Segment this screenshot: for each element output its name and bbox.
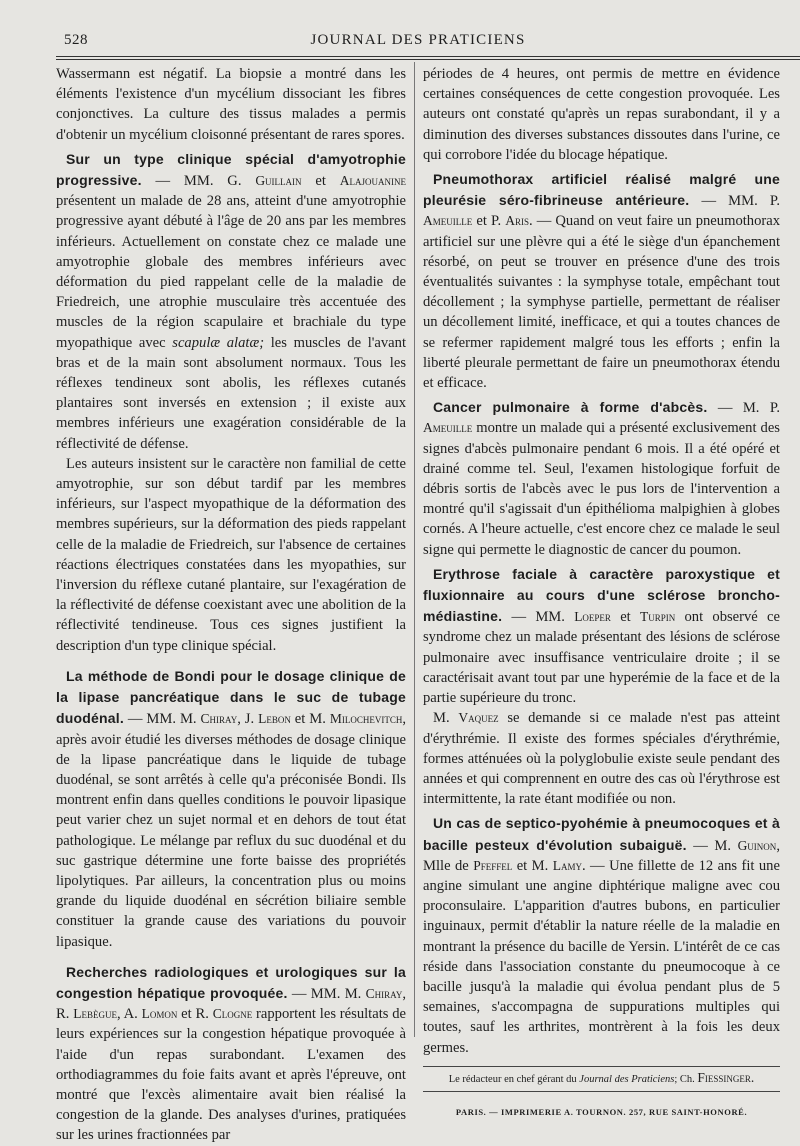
author-name: Pfeffel (473, 857, 513, 873)
author-name: Lamy (552, 857, 582, 873)
continued-paragraph: périodes de 4 heures, ont permis de mettre en évidence certaines conséquences de cette congestion provoquée. Les auteurs ont constaté qu'après un repas surabondant, il y a diminution des diverses substances dissoutes dans l'urine, ce qui corrobore l'idée du blocage hépatique. (423, 66, 780, 163)
article-body: présentent un malade de 28 ans, atteint d'une amyotrophie progressive ayant débuté à l'âge de 20 ans par les membres inférieurs. Actuellement on constate chez ce malade une amyotrophie globale des membres inférieurs avec déformation du pied rappelant celle de la maladie de Friedreich, une atrophie musculaire très accentuée des muscles de la région scapulaire et brachiale du type myopathique avec (56, 193, 406, 351)
author-name: Aris (505, 213, 529, 229)
article-congestion: Recherches radiologiques et urologiques sur la congestion hépatique provoquée. — MM. M. Chiray, R. Lebègue, A. Lomon et R. Clogne rapportent les résultats de leurs expériences sur la congestion hépatique provoquée à l'aide d'un repas surabondant. L'examen des orthodiagrammes du foie faits avant et après l'épreuve, ont montré que l'excès alimentaire avait bien réalisé la congestion de la glande. Des analyses d'urines, pratiquées sur les urines fractionnées par (56, 963, 407, 1144)
page-header (0, 28, 800, 56)
author-name: Alajouanine (339, 173, 406, 189)
article-bondi: La méthode de Bondi pour le dosage clinique de la lipase pancréatique dans le suc de tubage duodénal. — MM. M. Chiray, J. Lebon et M. Milochevitch, après avoir étudié les diverses méthodes de dosage clinique de la lipase pancréatique dans le liquide de tubage duodénal, se sont arrêtés à celle qu'a préconisée Bondi. Ils montrent enfin dans quelles conditions le pouvoir lipasique peut varier chez un sujet normal et en dehors de tout état pathologique. Le mélange par reflux du suc duodénal et du suc gastrique détermine une forte baisse des propriétés lipolytiques. Par ailleurs, la concentration plus ou moins grande du liquide duodénal en sécrétion biliaire semble constituer la grande cause des variations du pouvoir lipasique. (56, 667, 407, 950)
article-paragraph: Les auteurs insistent sur le caractère non familial de cette amyotrophie, sur son début tardif par les membres inférieurs, sur l'aspect myopathique de la déformation des membres supérieurs, sur la déformation des pieds rappelant celle de la maladie de Friedreich, sur l'absence de certaines réactions électriques constatées dans les myopathies, sur l'inversion du réflexe cutané plantaire, sur l'exagération de la réflectivité de défense coexistant avec une abolition de la réflectivité tendineuse. Tous ces signes justifient la description d'un type clinique spécial. (56, 455, 406, 654)
article-septicemie: Un cas de septico-pyohémie à pneumocoques et à bacille pesteux d'évolution subaiguë. — M. Guinon, Mlle de Pfeffel et M. Lamy. — Une fillette de 12 ans fit une angine simulant une angine diphtérique maligne avec cou proconsulaire. L'apparition d'autres bubons, en particulier inguinaux, permit d'établir la nature réelle de la maladie en montrant la présence du bacille de Yersin. L'intérêt de ce cas réside dans l'association constante du pneumocoque à ce bacille jusqu'à la maladie qui évolua pendant plus de 5 semaines, s'accompagna de suppurations multiples qui toutes, sauf les arthrites, montrèrent à la fois les deux germes. (423, 815, 780, 1056)
author-name: Lebègue (73, 1006, 117, 1022)
article-cancer: Cancer pulmonaire à forme d'abcès. — M. P. Ameuille montre un malade qui a présenté exclusivement des signes d'abcès pulmonaire pendant 6 mois. Il a été opéré et drainé comme tel. Seul, l'examen histologique forfuit de débris sortis de l'abcès avec le pus lors de l'intervention a montré qu'il s'agissait d'un épithélioma malpighien à globes cornés. A l'heure actuelle, c'est encore chez ce malade le seul signe qui permette le diagnostic de cancer du poumon. (423, 399, 781, 558)
editor-name: Fiessinger. (697, 1069, 755, 1085)
article-title: Sur un type clinique spécial d'amyotrophie progressive. (56, 150, 406, 189)
left-column (56, 64, 406, 1146)
article-pneumothorax: Pneumothorax artificiel réalisé malgré une pleurésie séro-fibrineuse antérieure. — MM. P. Ameuille et P. Aris. — Quand on veut faire un pneumothorax artificiel sur une plèvre qui a été le siège d'un épanchement résorbé, on peut se trouver en présence d'une des trois éventualités suivantes : la symphyse totale, empêchant tout décollement ; la symphyse partielle, permettant de réaliser un décollement limité, inefficace, et qui a toutes chances de se refermer rapidement malgré tous les efforts ; enfin la liberté pleurale permettant de faire un pneumothorax étendu et efficace. (423, 171, 781, 392)
column-divider (414, 62, 415, 1037)
author-name: Lomon (141, 1006, 178, 1022)
article-body: . — Quand on veut faire un pneumothorax artificiel sur une plèvre qui a été le siège d'un épanchement résorbé, on peut se trouver en présence d'une des trois éventualités suivantes : la symphyse totale, empêchant tout décollement ; la symphyse partielle, permettant de réaliser un décollement limité, inefficace, et qui a toutes chances de se refermer rapidement malgré tous les efforts ; enfin la liberté pleurale permettant de faire un pneumothorax étendu et efficace. (423, 213, 781, 392)
author-name: Clogne (212, 1006, 253, 1022)
author-name: Guinon (737, 837, 777, 853)
journal-title: JOURNAL DES PRATICIENS (310, 32, 526, 48)
author-name: Milochevitch (329, 711, 403, 727)
right-column (423, 64, 780, 1122)
author-name: Chiray (365, 985, 403, 1001)
article-body: montre un malade qui a présenté exclusivement des signes d'abcès pulmonaire pendant 6 mois. Il a été opéré et drainé comme tel. Seul, l'examen histologique forfuit de débris sortis de l'abcès avec le pus lors de l'intervention a montré qu'il s'agissait d'un épithélioma malpighien à globes cornés. A l'heure actuelle, c'est encore chez ce malade le seul signe qui permette le diagnostic de cancer du poumon. (423, 420, 780, 558)
article-body: ont observé ce syndrome chez un malade présentant des lésions de sclérose pulmonaire avec insuffisance ventriculaire droite ; il se caractérisait avant tout par une hyperémie de la face et de la partie supérieure du tronc. (423, 609, 780, 707)
article-body: , après avoir étudié les diverses méthodes de dosage clinique de la lipase pancréatique dans le liquide de tubage duodénal, se sont arrêtés à celle qu'a préconisée Bondi. Ils montrent enfin dans quelles conditions le pouvoir lipasique peut varier chez un sujet normal et en dehors de tout état pathologique. Le mélange par reflux du suc duodénal et du suc gastrique détermine une forte baisse des propriétés lipolytiques. Par ailleurs, la concentration plus ou moins grande du liquide duodénal en sécrétion biliaire semble constituer la grande cause des variations du pouvoir lipasique. (56, 711, 407, 950)
intro-paragraph: Wassermann est négatif. La biopsie a montré dans les éléments l'existence d'un mycélium dissociant les fibres conjonctives. La culture des tissus malades a permis d'obtenir un mycélium cloisonné présentant de rares spores. (56, 66, 406, 143)
article-body: . — Une fillette de 12 ans fit une angine simulant une angine diphtérique maligne avec cou proconsulaire. L'apparition d'autres bubons, en particulier inguinaux, permit d'établir la nature réelle de la maladie en montrant la présence du bacille de Yersin. L'intérêt de ce cas réside dans l'association constante du pneumocoque à ce bacille jusqu'à la maladie qui évolua pendant plus de 5 semaines, s'accompagna de suppurations multiples qui toutes, sauf les arthrites, montrèrent à la fois les deux germes. (423, 857, 780, 1056)
author-name: Guillain (255, 173, 302, 189)
printer-imprint: PARIS. — IMPRIMERIE A. TOURNON. 257, RUE SAINT-HONORÉ. (455, 1106, 748, 1117)
article-body: rapportent les résultats de leurs expériences sur la congestion hépatique provoquée à l'aide d'un repas surabondant. L'examen des orthodiagrammes du foie faits avant et après l'épreuve, ont montré que l'excès alimentaire avait bien réalisé la congestion de la glande. Des analyses d'urines, pratiquées sur les urines fractionnées par (56, 1006, 407, 1144)
editor-credit: Le rédacteur en chef gérant du Journal des Praticiens; Ch. Fiessinger. (423, 1066, 780, 1087)
author-name: Ameuille (423, 213, 473, 229)
page-number: 528 (64, 32, 88, 48)
article-paragraph: M. Vaquez se demande si ce malade n'est pas atteint d'érythrémie. Il existe des formes spéciales d'érythrémie, formes atténuées où la polyglobulie existe seule pendant des années et qui comprennent en outre des cas où l'érythrose est intermittente, la rate étant modifiée ou non. (423, 710, 780, 808)
article-title: Un cas de septico-pyohémie à pneumocoques et à bacille pesteux d'évolution subaiguë. (423, 815, 780, 853)
author-name: Lebon (258, 711, 291, 727)
footer-rule (423, 1091, 780, 1092)
article-body: les muscles de l'avant bras et de la main sont absolument normaux. Tous les réflexes tendineux sont abolis, les réflexes cutanés plantaires sont inversés en extension ; il existe aux membres inférieurs une exagération considérable de la réflectivité de défense. (56, 334, 407, 452)
article-title: Cancer pulmonaire à forme d'abcès. (433, 399, 708, 416)
article-title: Erythrose faciale à caractère paroxystique et fluxionnaire au cours d'une sclérose broncho-médiastine. (423, 565, 780, 625)
author-name: Ameuille (423, 420, 473, 436)
article-amyotrophie: Sur un type clinique spécial d'amyotrophie progressive. — MM. G. Guillain et Alajouanine présentent un malade de 28 ans, atteint d'une amyotrophie progressive ayant débuté à l'âge de 20 ans par les membres inférieurs. Actuellement on constate chez ce malade une amyotrophie globale des membres inférieurs avec déformation du pied rappelant celle de la maladie de Friedreich, une atrophie musculaire très accentuée des muscles de la région scapulaire et brachiale du type myopathique avec scapulæ alatæ; les muscles de l'avant bras et de la main sont absolument normaux. Tous les réflexes tendineux sont abolis, les réflexes cutanés plantaires sont inversés en extension ; il existe aux membres inférieurs une exagération considérable de la réflectivité de défense. (56, 150, 407, 452)
author-name: Loeper (574, 609, 611, 625)
article-erythrose: Erythrose faciale à caractère paroxystique et fluxionnaire au cours d'une sclérose broncho-médiastine. — MM. Loeper et Turpin ont observé ce syndrome chez un malade présentant des lésions de sclérose pulmonaire avec insuffisance ventriculaire droite ; il se caractérisait avant tout par une hyperémie de la face et de la partie supérieure du tronc. (423, 565, 780, 707)
latin-term: scapulæ alatæ; (172, 334, 265, 351)
author-name: Chiray (200, 711, 238, 727)
author-name: Turpin (639, 609, 676, 625)
author-name: Vaquez (458, 710, 499, 726)
journal-name: Journal des Praticiens (579, 1073, 675, 1085)
article-title: Recherches radiologiques et urologiques sur la congestion hépatique provoquée. (56, 963, 406, 1001)
article-title: La méthode de Bondi pour le dosage clinique de la lipase pancréatique dans le suc de tubage duodénal. (56, 667, 406, 727)
article-title: Pneumothorax artificiel réalisé malgré une pleurésie séro-fibrineuse antérieure. (423, 171, 780, 209)
header-rule (56, 56, 800, 60)
